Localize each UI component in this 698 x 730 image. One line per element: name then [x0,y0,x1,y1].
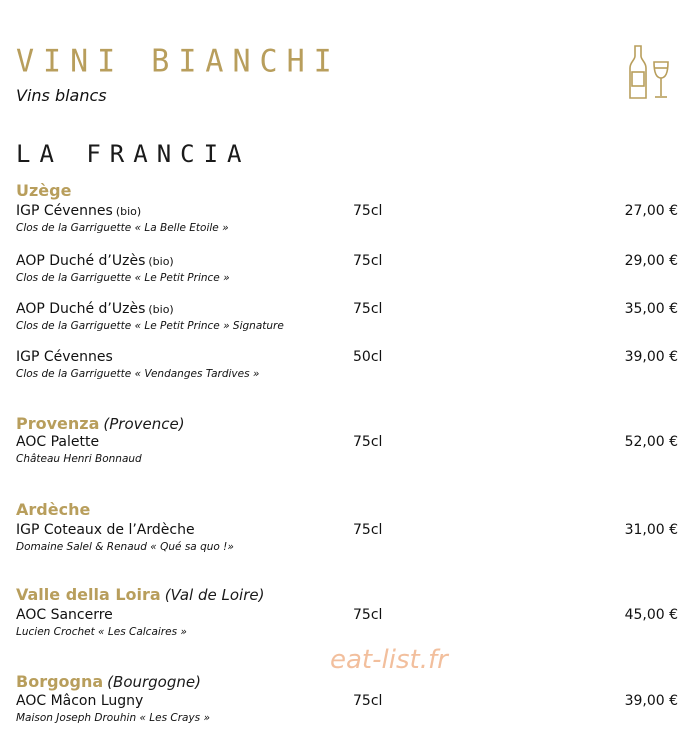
region-heading [16,672,201,691]
region-heading [16,414,185,433]
section-country: LA FRANCIA [16,140,251,168]
wine-bio: (bio) [148,303,174,316]
wine-price: 39,00 € [624,349,678,365]
wine-bottle-glass-icon [626,44,674,102]
wine-size: 75cl [353,434,383,450]
wine-name: AOC Mâcon Lugny [16,693,144,709]
region-heading [16,585,264,604]
wine-price: 52,00 € [624,434,678,450]
wine-price: 29,00 € [624,253,678,269]
wine-row [16,607,678,643]
page-title: VINI BIANCHI [16,43,341,80]
wine-row [16,693,678,729]
wine-row [16,253,678,289]
wine-name: AOC Palette [16,434,100,450]
region-alt-name: (Provence) [103,415,185,433]
watermark: eat-list.fr [330,645,448,675]
region-heading [16,500,90,519]
region-name: Ardèche [16,500,91,519]
wine-size: 75cl [353,607,383,623]
region-name: Provenza [16,414,100,433]
wine-price: 27,00 € [624,203,678,219]
region-alt-name: (Val de Loire) [164,586,265,604]
wine-producer: Clos de la Garriguette « La Belle Etoile » [16,222,229,234]
wine-price: 45,00 € [624,607,678,623]
region-alt-name: (Bourgogne) [107,673,201,691]
wine-size: 50cl [353,349,383,365]
wine-producer: Lucien Crochet « Les Calcaires » [16,626,187,638]
wine-name: IGP Coteaux de l’Ardèche [16,522,195,538]
wine-size: 75cl [353,301,383,317]
wine-name: IGP Cévennes [16,349,113,365]
wine-row [16,203,678,239]
wine-producer: Clos de la Garriguette « Le Petit Prince » Signature [16,320,284,332]
wine-row [16,522,678,558]
wine-size: 75cl [353,203,383,219]
wine-size: 75cl [353,522,383,538]
wine-price: 35,00 € [624,301,678,317]
wine-price: 31,00 € [624,522,678,538]
wine-price: 39,00 € [624,693,678,709]
wine-producer: Clos de la Garriguette « Le Petit Prince » [16,272,230,284]
wine-size: 75cl [353,693,383,709]
wine-producer: Château Henri Bonnaud [16,453,142,465]
wine-row [16,434,678,470]
region-name: Borgogna [16,672,104,691]
wine-name: AOP Duché d’Uzès [16,301,146,317]
wine-row [16,301,678,337]
wine-name: AOP Duché d’Uzès [16,253,146,269]
wine-producer: Maison Joseph Drouhin « Les Crays » [16,712,210,724]
region-heading [16,181,71,200]
wine-bio: (bio) [148,255,174,268]
wine-name: AOC Sancerre [16,607,113,623]
wine-bio: (bio) [115,205,142,218]
region-name: Valle della Loira [16,585,161,604]
wine-producer: Domaine Salel & Renaud « Qué sa quo !» [16,541,234,553]
wine-size: 75cl [353,253,383,269]
page-subtitle: Vins blancs [16,86,107,105]
region-name: Uzège [16,181,72,200]
wine-name: IGP Cévennes [16,203,113,219]
wine-row [16,349,678,385]
wine-producer: Clos de la Garriguette « Vendanges Tardives » [16,368,260,380]
